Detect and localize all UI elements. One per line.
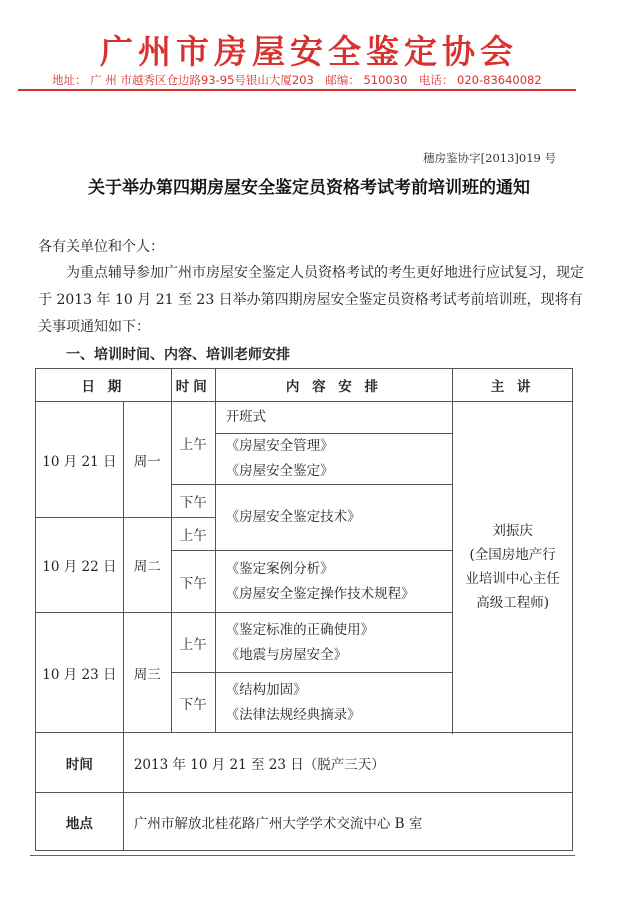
header-divider <box>18 89 576 91</box>
weekday-cell: 周三 <box>123 613 171 733</box>
teacher-title: 业培训中心主任 <box>465 571 560 587</box>
weekday-cell: 周一 <box>123 402 171 518</box>
period-cell: 上午 <box>171 402 215 485</box>
date-cell: 10 月 23 日 <box>36 613 124 733</box>
course-name: 《结构加固》 <box>225 681 307 698</box>
header-date: 日 期 <box>36 369 172 402</box>
document-number: 穗房鉴协字[2013]019 号 <box>423 151 556 165</box>
org-name: 广州市房屋安全鉴定协会 <box>100 32 518 71</box>
course-name: 《鉴定案例分析》 <box>225 560 334 577</box>
course-name: 《房屋安全鉴定》 <box>225 463 334 479</box>
place-value: 广州市解放北桂花路广州大学学术交流中心 B 室 <box>123 793 572 851</box>
teacher-title: 高级工程师) <box>476 595 549 611</box>
weekday-cell: 周二 <box>123 518 171 613</box>
content-item: 《房屋安全鉴定技术》 <box>215 485 453 551</box>
salutation: 各有关单位和个人： <box>38 239 164 255</box>
teacher-title: (全国房地产行 <box>469 547 556 563</box>
header-teacher: 主 讲 <box>453 369 573 402</box>
place-label: 地点 <box>36 793 124 851</box>
period-cell: 下午 <box>171 485 215 518</box>
content-item <box>215 551 453 613</box>
period-cell: 下午 <box>171 673 215 733</box>
course-name: 《法律法规经典摘录》 <box>225 706 361 723</box>
address-line: 地址： 广 州 市越秀区仓边路93-95号银山大厦203 邮编： 510030 电话： 020-83640082 <box>52 73 542 87</box>
course-name: 《房屋安全管理》 <box>225 438 334 454</box>
header-content: 内 容 安 排 <box>215 369 453 402</box>
body-paragraph: 为重点辅导参加广州市房屋安全鉴定人员资格考试的考生更好地进行应试复习，现定于 2013 年 10 月 21 至 23 日举办第四期房屋安全鉴定员资格考试考前培训班，现将有关事项通知如下： <box>38 265 584 335</box>
date-cell: 10 月 21 日 <box>36 402 124 518</box>
course-name: 《房屋安全鉴定操作技术规程》 <box>225 585 415 602</box>
header-time: 时间 <box>171 369 215 402</box>
section-heading: 一、培训时间、内容、培训老师安排 <box>66 347 290 363</box>
course-name: 《鉴定标准的正确使用》 <box>225 621 375 638</box>
footer-divider <box>30 855 575 856</box>
time-value: 2013 年 10 月 21 至 23 日（脱产三天） <box>123 733 572 793</box>
period-cell: 上午 <box>171 613 215 673</box>
content-item <box>215 613 453 673</box>
period-cell: 下午 <box>171 551 215 613</box>
content-item <box>215 673 453 733</box>
time-label: 时间 <box>36 733 124 793</box>
period-cell: 上午 <box>171 518 215 551</box>
teacher-cell <box>453 402 573 733</box>
schedule-table <box>35 368 573 851</box>
content-item: 开班式 <box>215 402 453 434</box>
notice-title: 关于举办第四期房屋安全鉴定员资格考试考前培训班的通知 <box>88 178 530 198</box>
course-name: 《地震与房屋安全》 <box>225 646 348 663</box>
date-cell: 10 月 22 日 <box>36 518 124 613</box>
teacher-name: 刘振庆 <box>492 523 533 539</box>
content-item <box>215 434 453 485</box>
